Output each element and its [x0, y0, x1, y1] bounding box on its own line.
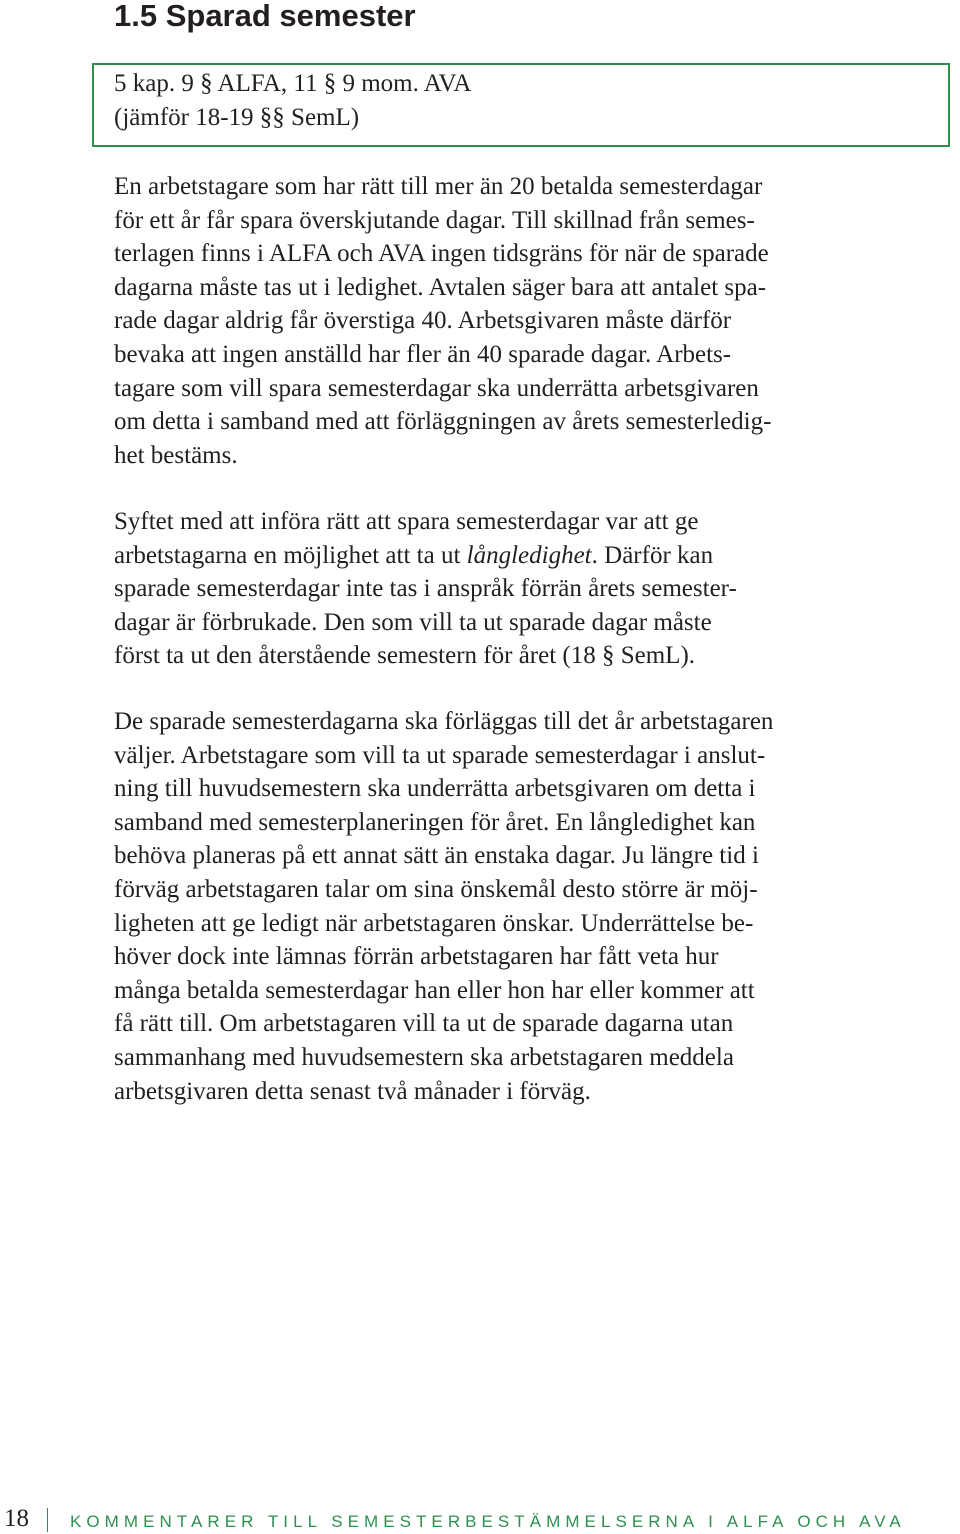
paragraph-line: sammanhang med huvudsemestern ska arbetstagaren meddela — [114, 1043, 734, 1071]
paragraph-line: tagare som vill spara semesterdagar ska underrätta arbetsgivaren — [114, 374, 759, 402]
paragraph-line: bevaka att ingen anställd har fler än 40 sparade dagar. Arbets- — [114, 340, 732, 368]
paragraph-line: terlagen finns i ALFA och AVA ingen tidsgräns för när de sparade — [114, 240, 769, 268]
reference-line-2: (jämför 18-19 §§ SemL) — [114, 104, 360, 131]
page-number: 18 — [4, 1505, 29, 1532]
paragraph-line: få rätt till. Om arbetstagaren vill ta ut de sparade dagarna utan — [114, 1010, 734, 1038]
legal-reference-box — [92, 63, 950, 147]
paragraph-line: om detta i samband med att förläggningen av årets semesterledig- — [114, 408, 772, 436]
text-run: arbetstagarna en möjlighet att ta ut — [114, 541, 467, 569]
paragraph-line: ligheten att ge ledigt när arbetstagaren önskar. Underrättelse be- — [114, 909, 754, 937]
paragraph-line: En arbetstagare som har rätt till mer än 20 betalda semesterdagar — [114, 173, 763, 200]
paragraph-line: arbetsgivaren detta senast två månader i förväg. — [114, 1077, 591, 1105]
paragraph-saving-rules — [114, 170, 771, 472]
paragraph-line: Syftet med att införa rätt att spara semesterdagar var att ge — [114, 508, 699, 535]
section-heading: 1.5 Sparad semester — [114, 0, 416, 33]
paragraph-scheduling — [114, 705, 773, 1108]
paragraph-line: sparade semesterdagar inte tas i anspråk förrän årets semester- — [114, 575, 737, 603]
footer-divider — [47, 1508, 48, 1532]
paragraph-line: ning till huvudsemestern ska underrätta arbetsgivaren om detta i — [114, 775, 756, 803]
paragraph-line: dagarna måste tas ut i ledighet. Avtalen säger bara att antalet spa- — [114, 273, 767, 301]
running-title: KOMMENTARER TILL SEMESTERBESTÄMMELSERNA I ALFA OCH AVA — [70, 1512, 906, 1531]
paragraph-line: samband med semesterplaneringen för året. En långledighet kan — [114, 808, 756, 836]
paragraph-line — [114, 539, 737, 573]
paragraph-line: många betalda semesterdagar han eller hon har eller kommer att — [114, 976, 755, 1004]
paragraph-line: dagar är förbrukade. Den som vill ta ut sparade dagar måste — [114, 608, 712, 636]
paragraph-line: för ett år får spara överskjutande dagar. Till skillnad från semes- — [114, 206, 755, 234]
paragraph-line: förväg arbetstagaren talar om sina önskemål desto större är möj- — [114, 875, 758, 903]
paragraph-line: het bestäms. — [114, 441, 238, 469]
paragraph-line: höver dock inte lämnas förrän arbetstagaren har fått veta hur — [114, 943, 719, 971]
paragraph-line: behöva planeras på ett annat sätt än enstaka dagar. Ju längre tid i — [114, 842, 759, 870]
emphasized-term: långledighet — [466, 541, 592, 569]
paragraph-line: väljer. Arbetstagare som vill ta ut sparade semesterdagar i anslut- — [114, 741, 766, 769]
paragraph-line: rade dagar aldrig får överstiga 40. Arbetsgivaren måste därför — [114, 307, 732, 335]
paragraph-line: De sparade semesterdagarna ska förläggas till det år arbetstagaren — [114, 708, 774, 735]
reference-line-1: 5 kap. 9 § ALFA, 11 § 9 mom. AVA — [114, 70, 472, 97]
paragraph-line: först ta ut den återstående semestern för året (18 § SemL). — [114, 642, 696, 670]
text-run: . Därför kan — [591, 541, 714, 569]
paragraph-purpose — [114, 505, 737, 673]
